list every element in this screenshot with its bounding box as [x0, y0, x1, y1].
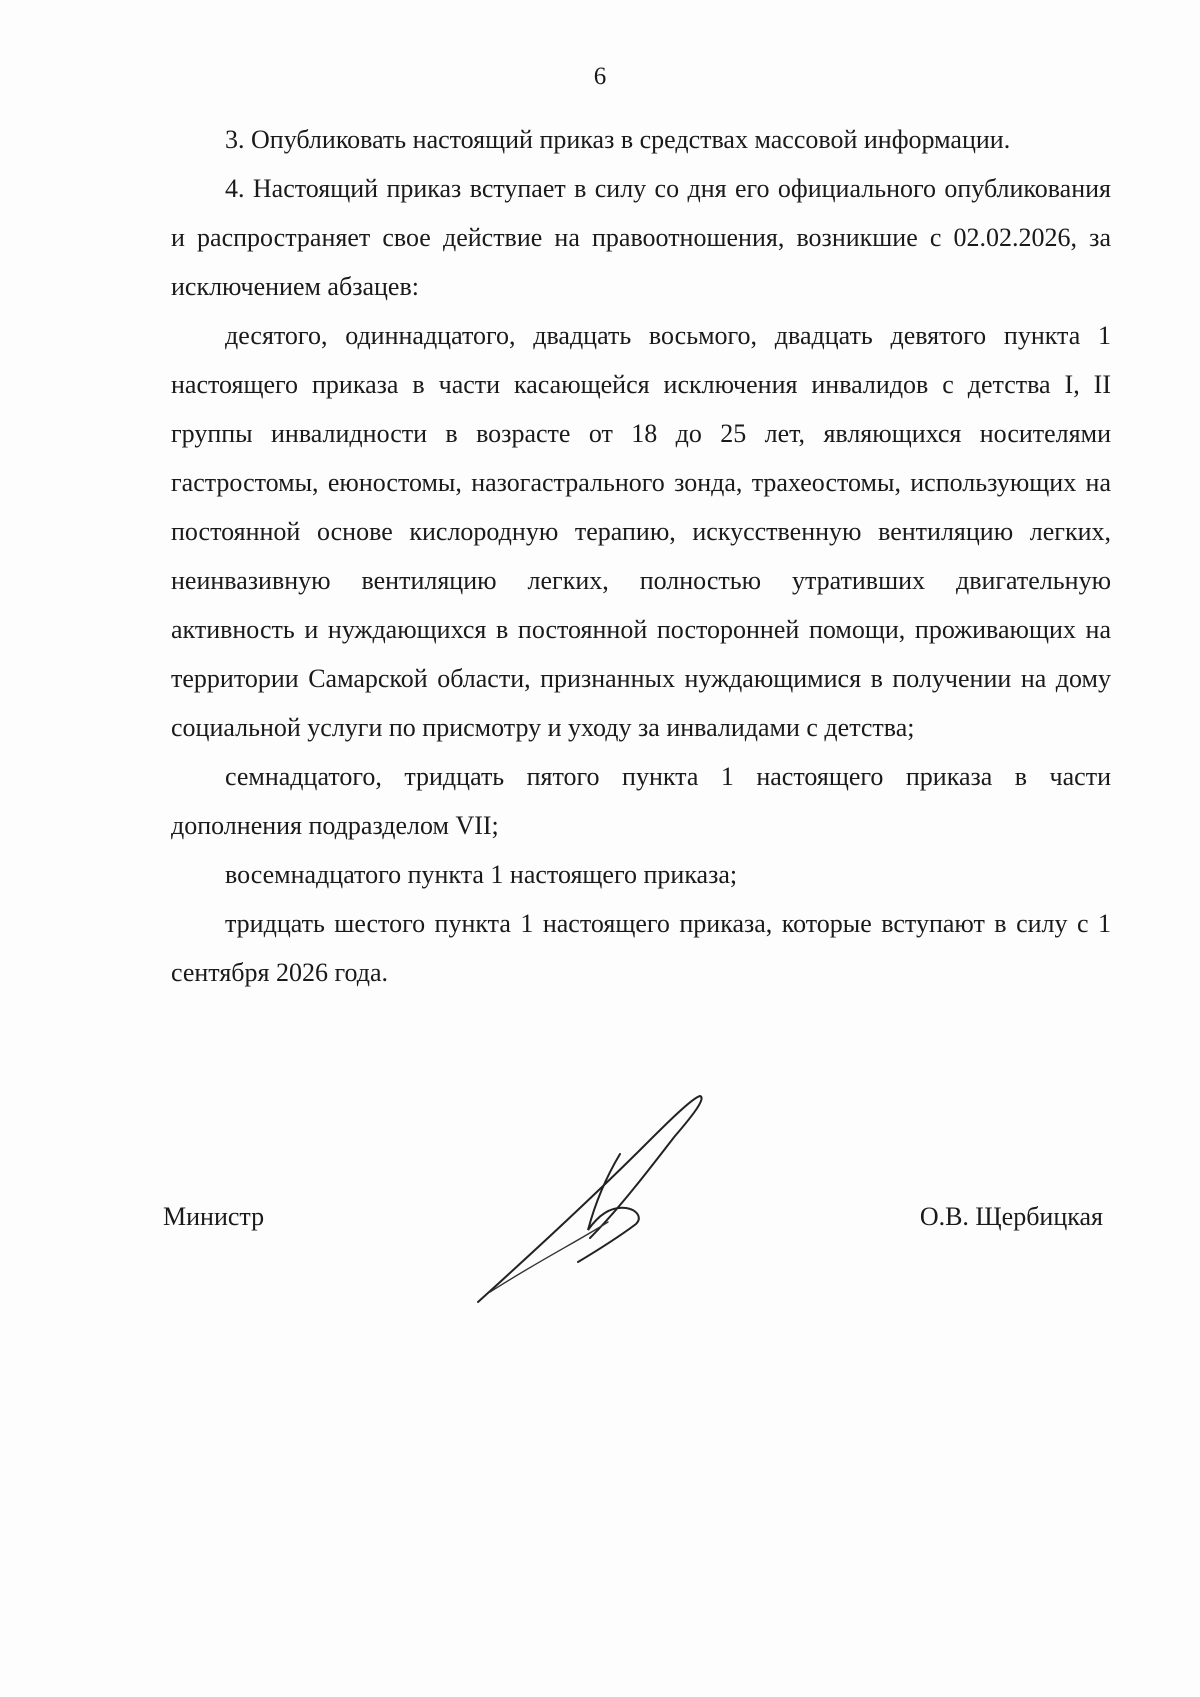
paragraph-effective-date: 4. Настоящий приказ вступает в силу со дня его официального опубликования и распространяет свое действие на правоотношения, возникшие с 02.02.2026, за исключением абзацев:: [171, 174, 1111, 301]
paragraph-exception-1: десятого, одиннадцатого, двадцать восьмого, двадцать девятого пункта 1 настоящего приказа в части касающейся исключения инвалидов с детства I, II группы инвалидности в возрасте от 18 до 25 лет, являющихся носителями гастростомы, еюностомы, назогастрального зонда, трахеостомы, использующих на постоянной основе кислородную терапию, искусственную вентиляцию легких, неинвазивную вентиляцию легких, полностью утративших двигательную активность и нуждающихся в постоянной посторонней помощи, проживающих на территории Самарской области, признанных нуждающимися в получении на дому социальной услуги по присмотру и уходу за инвалидами с детства;: [171, 321, 1111, 742]
document-body: [171, 115, 1111, 997]
page-number: 6: [593, 63, 607, 90]
paragraph-exception-2: семнадцатого, тридцать пятого пункта 1 настоящего приказа в части дополнения подразделом VII;: [171, 762, 1111, 840]
paragraph-exception-4: тридцать шестого пункта 1 настоящего приказа, которые вступают в силу с 1 сентября 2026 года.: [171, 909, 1111, 987]
signatory-name: О.В. Щербицкая: [919, 1202, 1103, 1231]
signatory-position: Министр: [163, 1202, 265, 1231]
paragraph-exception-3: восемнадцатого пункта 1 настоящего приказа;: [225, 860, 738, 889]
paragraph-publication: 3. Опубликовать настоящий приказ в средствах массовой информации.: [225, 125, 1011, 154]
signature-block: [163, 1200, 1103, 1260]
